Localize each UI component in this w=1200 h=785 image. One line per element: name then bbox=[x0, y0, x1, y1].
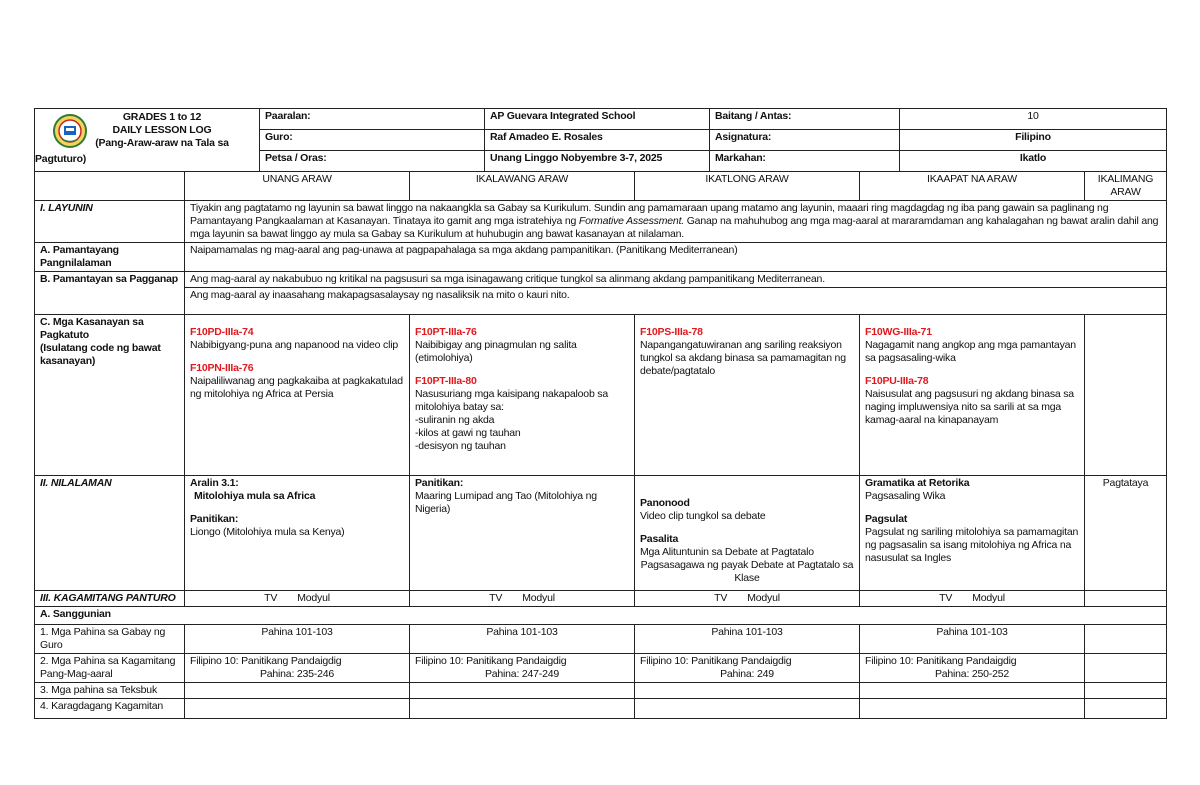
gabay-day4: Pahina 101-103 bbox=[860, 625, 1085, 654]
log-title: DAILY LESSON LOG bbox=[112, 124, 212, 136]
paaralan-label: Paaralan: bbox=[260, 109, 485, 130]
kagamitan-day1 bbox=[185, 591, 410, 607]
aralin-label: Aralin 3.1: bbox=[190, 477, 239, 489]
pagsulat-text: Pagsulat ng sariling mitolohiya sa pamamagitan ng pagsasalin sa isang mitolohiya ng Africa na nasusulat sa Ingles bbox=[865, 526, 1079, 564]
gramatika-text: Pagsasaling Wika bbox=[865, 490, 946, 502]
baitang-label: Baitang / Antas: bbox=[710, 109, 900, 130]
markahan-label: Markahan: bbox=[710, 151, 900, 172]
aralin-title: Mitolohiya mula sa Africa bbox=[194, 490, 316, 502]
kasanayan-label-1: C. Mga Kasanayan sa Pagkatuto bbox=[40, 316, 144, 341]
kasanayan-day2-text1: Naibibigay ang pinagmulan ng salita (etimolohiya) bbox=[415, 339, 577, 364]
kasanayan-day1 bbox=[185, 315, 410, 476]
tv-label-4: TV bbox=[939, 592, 953, 604]
panitikan-label-1: Panitikan: bbox=[190, 513, 239, 525]
code-f10pt-76: F10PT-IIIa-76 bbox=[415, 326, 477, 338]
petsa-value: Unang Linggo Nobyembre 3-7, 2025 bbox=[485, 151, 710, 172]
nilalaman-day3 bbox=[635, 476, 860, 591]
petsa-label: Petsa / Oras: bbox=[260, 151, 485, 172]
lm-book-2: Filipino 10: Panitikang Pandaigdig bbox=[415, 655, 567, 667]
kasanayan-label-2: (Isulatang code ng bawat kasanayan) bbox=[40, 342, 161, 367]
nilalaman-day4 bbox=[860, 476, 1085, 591]
gabay-day5 bbox=[1085, 625, 1167, 654]
sanggunian-label: A. Sanggunian bbox=[35, 607, 1167, 625]
kasanayan-day3 bbox=[635, 315, 860, 476]
kagamitan-day5 bbox=[1085, 591, 1167, 607]
day-header-5: IKALIMANG ARAW bbox=[1085, 172, 1167, 201]
log-subtitle: (Pang-Araw-araw na Tala sa bbox=[95, 137, 229, 149]
code-f10wg: F10WG-IIIa-71 bbox=[865, 326, 932, 338]
code-f10pd: F10PD-IIIa-74 bbox=[190, 326, 254, 338]
pangnilalaman-label: A. Pamantayang Pangnilalaman bbox=[35, 243, 185, 272]
tv-label-3: TV bbox=[714, 592, 728, 604]
lm-pages-3: Pahina: 249 bbox=[720, 668, 774, 680]
lesson-log bbox=[34, 108, 1166, 719]
nilalaman-day1 bbox=[185, 476, 410, 591]
kasanayan-day4-text1: Nagagamit nang angkop ang mga pamantayan sa pagsasaling-wika bbox=[865, 339, 1076, 364]
gabay-label: 1. Mga Pahina sa Gabay ng Guro bbox=[35, 625, 185, 654]
nilalaman-label: II. NILALAMAN bbox=[35, 476, 185, 591]
nilalaman-day5: Pagtataya bbox=[1085, 476, 1167, 591]
kasanayan-day1-text1: Nabibigyang-puna ang napanood na video clip bbox=[190, 339, 398, 351]
lm-day4 bbox=[860, 654, 1085, 683]
code-f10ps: F10PS-IIIa-78 bbox=[640, 326, 703, 338]
gabay-day3: Pahina 101-103 bbox=[635, 625, 860, 654]
karagdagang-day3 bbox=[635, 699, 860, 719]
kagamitan-day4 bbox=[860, 591, 1085, 607]
modyul-label-1: Modyul bbox=[297, 592, 330, 604]
pagganap-label: B. Pamantayan sa Pagganap bbox=[35, 272, 185, 315]
pangnilalaman-text: Naipamamalas ng mag-aaral ang pag-unawa at pagpapahalaga sa mga akdang pampanitikan. (Panitikang Mediterranean) bbox=[185, 243, 1167, 272]
kasanayan-label bbox=[35, 315, 185, 476]
kasanayan-day1-text2: Naipaliliwanag ang pagkakaiba at pagkakatulad ng mitolohiya ng Africa at Persia bbox=[190, 375, 403, 400]
kasanayan-day4-text2: Naisusulat ang pagsusuri ng akdang binasa sa naging impluwensiya nito sa sarili at sa mga kamag-aaral na kinapanayam bbox=[865, 388, 1074, 426]
karagdagang-day4 bbox=[860, 699, 1085, 719]
days-corner bbox=[35, 172, 185, 201]
kasanayan-day2-text2: Nasusuriang mga kaisipang nakapaloob sa mitolohiya batay sa: bbox=[415, 388, 608, 413]
kagamitan-label: III. KAGAMITANG PANTURO bbox=[35, 591, 185, 607]
panitikan-label-2: Panitikan: bbox=[415, 477, 464, 489]
paaralan-value: AP Guevara Integrated School bbox=[485, 109, 710, 130]
lm-pages-1: Pahina: 235-246 bbox=[259, 668, 335, 680]
teksbuk-label: 3. Mga pahina sa Teksbuk bbox=[35, 683, 185, 699]
lm-book-4: Filipino 10: Panitikang Pandaigdig bbox=[865, 655, 1017, 667]
kasanayan-day2 bbox=[410, 315, 635, 476]
nilalaman-day2 bbox=[410, 476, 635, 591]
gabay-day1: Pahina 101-103 bbox=[185, 625, 410, 654]
bullet-kilos: -kilos at gawi ng tauhan bbox=[415, 427, 521, 439]
karagdagang-day5 bbox=[1085, 699, 1167, 719]
lm-day1 bbox=[185, 654, 410, 683]
lm-pages-4: Pahina: 250-252 bbox=[934, 668, 1010, 680]
code-f10pu: F10PU-IIIa-78 bbox=[865, 375, 929, 387]
lm-book-1: Filipino 10: Panitikang Pandaigdig bbox=[190, 655, 342, 667]
pagganap-text-1: Ang mag-aaral ay nakabubuo ng kritikal na pagsusuri sa mga isinagawang critique tungkol sa alinmang akdang pampanitikang Mediterranean. bbox=[185, 272, 1167, 288]
teksbuk-day3 bbox=[635, 683, 860, 699]
teksbuk-day4 bbox=[860, 683, 1085, 699]
day-header-4: IKAAPAT NA ARAW bbox=[860, 172, 1085, 201]
lesson-log-table bbox=[34, 108, 1167, 719]
markahan-value: Ikatlo bbox=[900, 151, 1167, 172]
panitikan-day1: Liongo (Mitolohiya mula sa Kenya) bbox=[190, 526, 345, 538]
gramatika-label: Gramatika at Retorika bbox=[865, 477, 970, 489]
gabay-day2: Pahina 101-103 bbox=[410, 625, 635, 654]
teksbuk-day5 bbox=[1085, 683, 1167, 699]
pasalita-label: Pasalita bbox=[640, 533, 679, 545]
modyul-label-2: Modyul bbox=[522, 592, 555, 604]
grades-label: GRADES 1 to 12 bbox=[122, 111, 202, 123]
panonood-text: Video clip tungkol sa debate bbox=[640, 510, 766, 522]
layunin-label: I. LAYUNIN bbox=[35, 201, 185, 243]
code-f10pn: F10PN-IIIa-76 bbox=[190, 362, 254, 374]
teksbuk-day1 bbox=[185, 683, 410, 699]
layunin-text bbox=[185, 201, 1167, 243]
lm-pages-2: Pahina: 247-249 bbox=[484, 668, 560, 680]
kagamitan-mag-aaral-label: 2. Mga Pahina sa Kagamitang Pang-Mag-aaral bbox=[35, 654, 185, 683]
asignatura-label: Asignatura: bbox=[710, 130, 900, 151]
pagganap-text-2: Ang mag-aaral ay inaasahang makapagsasalaysay ng nasaliksik na mito o kauri nito. bbox=[185, 288, 1167, 315]
code-f10pt-80: F10PT-IIIa-80 bbox=[415, 375, 477, 387]
pagsulat-label: Pagsulat bbox=[865, 513, 908, 525]
kasanayan-day3-text1: Napangangatuwiranan ang sariling reaksiyon tungkol sa akdang binasa sa pamamagitan ng debate/pagtatalo bbox=[640, 339, 846, 377]
day-header-1: UNANG ARAW bbox=[185, 172, 410, 201]
guro-label: Guro: bbox=[260, 130, 485, 151]
teksbuk-day2 bbox=[410, 683, 635, 699]
pasalita-text-2: Pagsasagawa ng payak Debate at Pagtatalo sa Klase bbox=[640, 559, 854, 584]
panonood-label: Panonood bbox=[640, 497, 690, 509]
tv-label-2: TV bbox=[489, 592, 503, 604]
logo-cell bbox=[35, 109, 260, 172]
lm-day3 bbox=[635, 654, 860, 683]
bullet-desisyon: -desisyon ng tauhan bbox=[415, 440, 506, 452]
lm-day5 bbox=[1085, 654, 1167, 683]
formative-assessment: Formative Assessment. bbox=[578, 215, 684, 227]
lm-book-3: Filipino 10: Panitikang Pandaigdig bbox=[640, 655, 792, 667]
kagamitan-day3 bbox=[635, 591, 860, 607]
karagdagang-label: 4. Karagdagang Kagamitan bbox=[35, 699, 185, 719]
layunin-text-2: Ganap na mahuhubog ang mga mag-aaral at mararamdaman ang kahalagahan ng bawat aralin dahil ang mga layunin sa bawat linggo ay mula sa Gabay sa Kurikulum at huhubugin ang bawat kasanayan at nilalaman. bbox=[190, 215, 1159, 240]
panitikan-day2: Maaring Lumipad ang Tao (Mitolohiya ng Nigeria) bbox=[415, 490, 597, 515]
asignatura-value: Filipino bbox=[900, 130, 1167, 151]
kasanayan-day5 bbox=[1085, 315, 1167, 476]
log-subtitle-tail: Pagtuturo) bbox=[35, 153, 87, 165]
kagamitan-day2 bbox=[410, 591, 635, 607]
pasalita-text-1: Mga Alituntunin sa Debate at Pagtatalo bbox=[640, 546, 814, 558]
layunin-text-1: Tiyakin ang pagtatamo ng layunin sa bawat linggo na nakaangkla sa Gabay sa Kurikulum. Sundin ang pamamaraan upang matamo ang layunin, maaari ring magdagdag ng iba pang gawain sa paglinang ng Pamantayang Pangkaalaman at Kasanayan. Tinataya ito gamit ang mga istratehiya ng bbox=[190, 202, 1109, 227]
modyul-label-3: Modyul bbox=[747, 592, 780, 604]
guro-value: Raf Amadeo E. Rosales bbox=[485, 130, 710, 151]
tv-label-1: TV bbox=[264, 592, 278, 604]
kasanayan-day4 bbox=[860, 315, 1085, 476]
bullet-suliranin: -suliranin ng akda bbox=[415, 414, 495, 426]
lm-day2 bbox=[410, 654, 635, 683]
day-header-3: IKATLONG ARAW bbox=[635, 172, 860, 201]
modyul-label-4: Modyul bbox=[972, 592, 1005, 604]
baitang-value: 10 bbox=[900, 109, 1167, 130]
karagdagang-day1 bbox=[185, 699, 410, 719]
day-header-2: IKALAWANG ARAW bbox=[410, 172, 635, 201]
karagdagang-day2 bbox=[410, 699, 635, 719]
